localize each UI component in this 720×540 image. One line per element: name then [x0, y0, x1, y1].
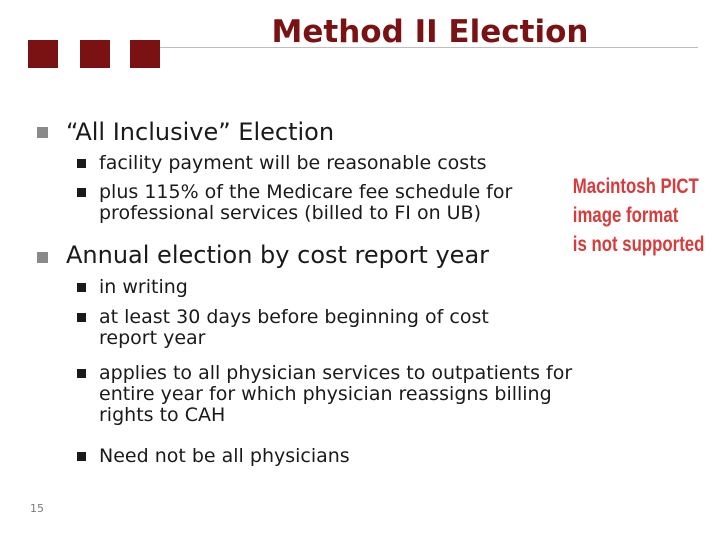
sub-bullet-item: plus 115% of the Medicare fee schedule for professional services (billed to FI on UB)	[99, 181, 513, 224]
sub-bullet-square-icon	[77, 283, 86, 292]
sub-bullet-item: at least 30 days before beginning of cost report year	[99, 306, 489, 349]
bullet-item: Annual election by cost report year	[66, 241, 490, 269]
slide-title: Method II Election	[271, 14, 589, 50]
bullet-square-icon	[37, 127, 48, 138]
sub-bullet-item: in writing	[99, 276, 188, 298]
sub-bullet-square-icon	[77, 313, 86, 322]
decor-square-icon	[130, 40, 160, 68]
sub-bullet-square-icon	[77, 159, 86, 168]
sub-bullet-item: Need not be all physicians	[99, 445, 350, 467]
sub-bullet-item: applies to all physician services to outpatients for entire year for which physician reassigns billing rights to CAH	[99, 362, 573, 426]
unsupported-image-placeholder	[572, 172, 705, 259]
sub-bullet-item: facility payment will be reasonable costs	[99, 152, 487, 174]
decor-square-icon	[28, 40, 58, 68]
sub-bullet-square-icon	[77, 369, 86, 378]
placeholder-line: is not supported	[572, 233, 705, 256]
placeholder-line: image format	[572, 204, 679, 227]
bullet-item: “All Inclusive” Election	[66, 118, 335, 146]
decor-square-icon	[80, 40, 110, 68]
placeholder-line: Macintosh PICT	[572, 175, 699, 198]
sub-bullet-square-icon	[77, 452, 86, 461]
sub-bullet-square-icon	[77, 188, 86, 197]
page-number: 15	[30, 502, 44, 515]
bullet-square-icon	[37, 252, 48, 263]
